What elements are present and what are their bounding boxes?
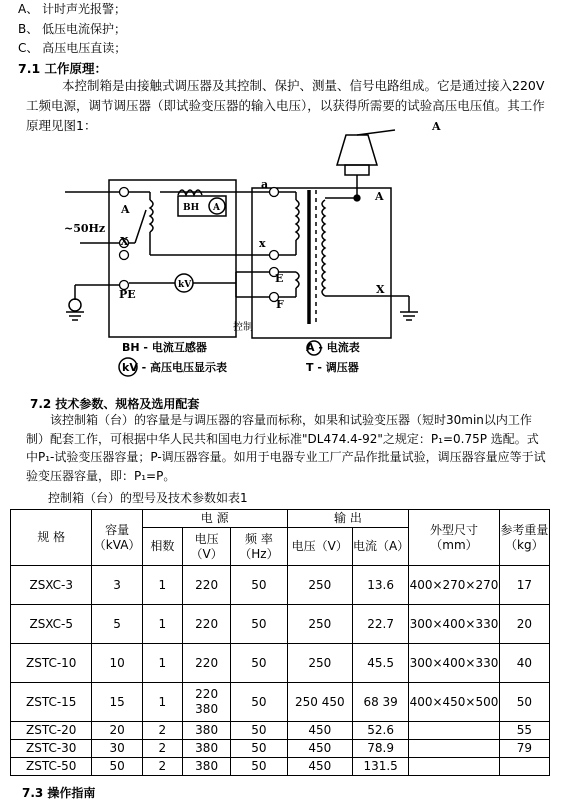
table-cell: 220 xyxy=(182,566,230,605)
table-cell: ZSTC-30 xyxy=(11,740,92,758)
header-model: 规 格 xyxy=(11,510,92,566)
table-cell: 78.9 xyxy=(352,740,408,758)
label-f: F xyxy=(276,298,284,311)
list-item-a: A、 计时声光报警； xyxy=(18,2,127,16)
table-row xyxy=(11,566,550,605)
section-7-1-heading: 7.1 工作原理： xyxy=(18,61,107,76)
table-cell: 450 xyxy=(287,740,352,758)
table-cell: 52.6 xyxy=(352,722,408,740)
table-cell: ZSTC-50 xyxy=(11,758,92,776)
table-row xyxy=(11,644,550,683)
table-cell: 30 xyxy=(92,740,142,758)
table-cell: 17 xyxy=(499,566,549,605)
table-cell: 50 xyxy=(231,644,287,683)
label-a-in: A xyxy=(121,203,130,216)
table-row xyxy=(11,758,550,776)
table-cell: 50 xyxy=(231,758,287,776)
table-cell: 250 450 xyxy=(287,683,352,722)
label-bushing-a: A xyxy=(432,120,441,133)
section-7-2-heading: 7.2 技术参数、规格及选用配套 xyxy=(30,397,200,411)
header-output: 输 出 xyxy=(287,510,409,528)
section-7-3-heading: 7.3 操作指南 xyxy=(22,786,96,800)
label-e: E xyxy=(275,272,284,285)
table-cell: 250 xyxy=(287,605,352,644)
table-cell: ZSTC-10 xyxy=(11,644,92,683)
spec-table xyxy=(10,509,550,776)
bushing xyxy=(337,135,377,165)
table-cell: 15 xyxy=(92,683,142,722)
table-cell xyxy=(409,722,499,740)
label-x-in: X xyxy=(120,235,129,248)
table-cell: ZSXC-3 xyxy=(11,566,92,605)
table-cell: 220 xyxy=(182,605,230,644)
legend-bh: BH - 电流互感器 xyxy=(122,341,207,354)
table-cell: 10 xyxy=(92,644,142,683)
table-cell: 55 xyxy=(499,722,549,740)
label-bh: BH xyxy=(183,203,200,213)
table-cell: 13.6 xyxy=(352,566,408,605)
table-cell: 40 xyxy=(499,644,549,683)
legend-regulator: T - 调压器 xyxy=(306,361,359,374)
table-cell xyxy=(409,740,499,758)
label-a-out: a xyxy=(261,178,269,191)
legend-kv: kV - 高压电压显示表 xyxy=(122,361,228,374)
bushing-lead xyxy=(357,130,395,135)
table-cell xyxy=(409,758,499,776)
table-cell: ZSTC-20 xyxy=(11,722,92,740)
table-cell: 250 xyxy=(287,566,352,605)
table-row xyxy=(11,740,550,758)
table-cell: 50 xyxy=(231,566,287,605)
table-cell: 20 xyxy=(499,605,549,644)
table-cell: 50 xyxy=(231,740,287,758)
header-size: 外型尺寸（mm） xyxy=(409,510,499,566)
section-7-1-paragraph: 本控制箱是由接触式调压器及其控制、保护、测量、信号电路组成。它是通过接入220V工频电源，调节调压器（即试验变压器的输入电压），以获得所需要的试验高压电压值。其工作原理见图1： xyxy=(26,78,545,133)
transformer-frame xyxy=(252,188,391,338)
table-cell: 2 xyxy=(142,722,182,740)
table-cell: 131.5 xyxy=(352,758,408,776)
header-phase: 相数 xyxy=(142,528,182,566)
table-cell: 2 xyxy=(142,758,182,776)
label-ammeter: A xyxy=(213,203,220,213)
table-cell: 1 xyxy=(142,605,182,644)
circuit-diagram xyxy=(0,0,568,400)
table-cell: 20 xyxy=(92,722,142,740)
table-cell: 380 xyxy=(182,740,230,758)
label-hv-x: X xyxy=(376,283,385,296)
table-cell: 50 xyxy=(231,722,287,740)
label-x-out: x xyxy=(259,237,266,250)
table-cell: 5 xyxy=(92,605,142,644)
section-7-2-paragraph: 该控制箱（台）的容量是与调压器的容量而标称，如果和试验变压器（短时30min以内工作制）配套工作，可根据中华人民共和国电力行业标准"DL474.4-92"之规定：P₁=0.75P 选配。式中P₁-试验变压器容量；P-调压器容量。如用于电器专业工厂产品作批量试验，调压器容量应等于试验变压器容量，即：P₁=P。 xyxy=(26,413,546,483)
label-control: 控制 xyxy=(233,322,253,333)
list-item-c: C、 高压电压直读； xyxy=(18,41,127,55)
table-cell: 45.5 xyxy=(352,644,408,683)
header-power: 电 源 xyxy=(142,510,287,528)
table-cell: 400×270×270 xyxy=(409,566,499,605)
header-voltage: 电压（V） xyxy=(182,528,230,566)
table-caption: 控制箱（台）的型号及技术参数如表1 xyxy=(48,491,248,505)
table-cell: 3 xyxy=(92,566,142,605)
table-cell: 50 xyxy=(231,683,287,722)
table-cell: 22.7 xyxy=(352,605,408,644)
label-hv-a: A xyxy=(375,190,384,203)
table-cell: 250 xyxy=(287,644,352,683)
table-cell: 300×400×330 xyxy=(409,605,499,644)
table-cell: 400×450×500 xyxy=(409,683,499,722)
table-cell: 380 xyxy=(182,722,230,740)
header-capacity: 容量（kVA） xyxy=(92,510,142,566)
table-cell: 2 xyxy=(142,740,182,758)
table-row xyxy=(11,683,550,722)
header-weight: 参考重量（kg） xyxy=(499,510,549,566)
table-cell: 50 xyxy=(92,758,142,776)
header-output-voltage: 电压（V） xyxy=(287,528,352,566)
table-cell: ZSTC-15 xyxy=(11,683,92,722)
table-row xyxy=(11,605,550,644)
table-cell: 50 xyxy=(231,605,287,644)
table-cell: 50 xyxy=(499,683,549,722)
table-cell: 79 xyxy=(499,740,549,758)
label-pe: PE xyxy=(119,288,136,301)
label-50hz: ~50Hz xyxy=(64,222,106,235)
table-cell: 450 xyxy=(287,758,352,776)
table-cell: 450 xyxy=(287,722,352,740)
label-kv: kV xyxy=(178,280,192,290)
header-frequency: 频 率（Hz） xyxy=(231,528,287,566)
table-cell: 1 xyxy=(142,683,182,722)
table-cell: 300×400×330 xyxy=(409,644,499,683)
table-row xyxy=(11,722,550,740)
header-output-current: 电流（A） xyxy=(352,528,408,566)
table-cell: 220 380 xyxy=(182,683,230,722)
table-cell xyxy=(499,758,549,776)
table-cell: 1 xyxy=(142,644,182,683)
table-cell: 380 xyxy=(182,758,230,776)
table-cell: ZSXC-5 xyxy=(11,605,92,644)
table-cell: 1 xyxy=(142,566,182,605)
legend-ammeter: A - 电流表 xyxy=(306,341,360,354)
table-cell: 220 xyxy=(182,644,230,683)
table-cell: 68 39 xyxy=(352,683,408,722)
list-item-b: B、 低压电流保护； xyxy=(18,22,127,36)
